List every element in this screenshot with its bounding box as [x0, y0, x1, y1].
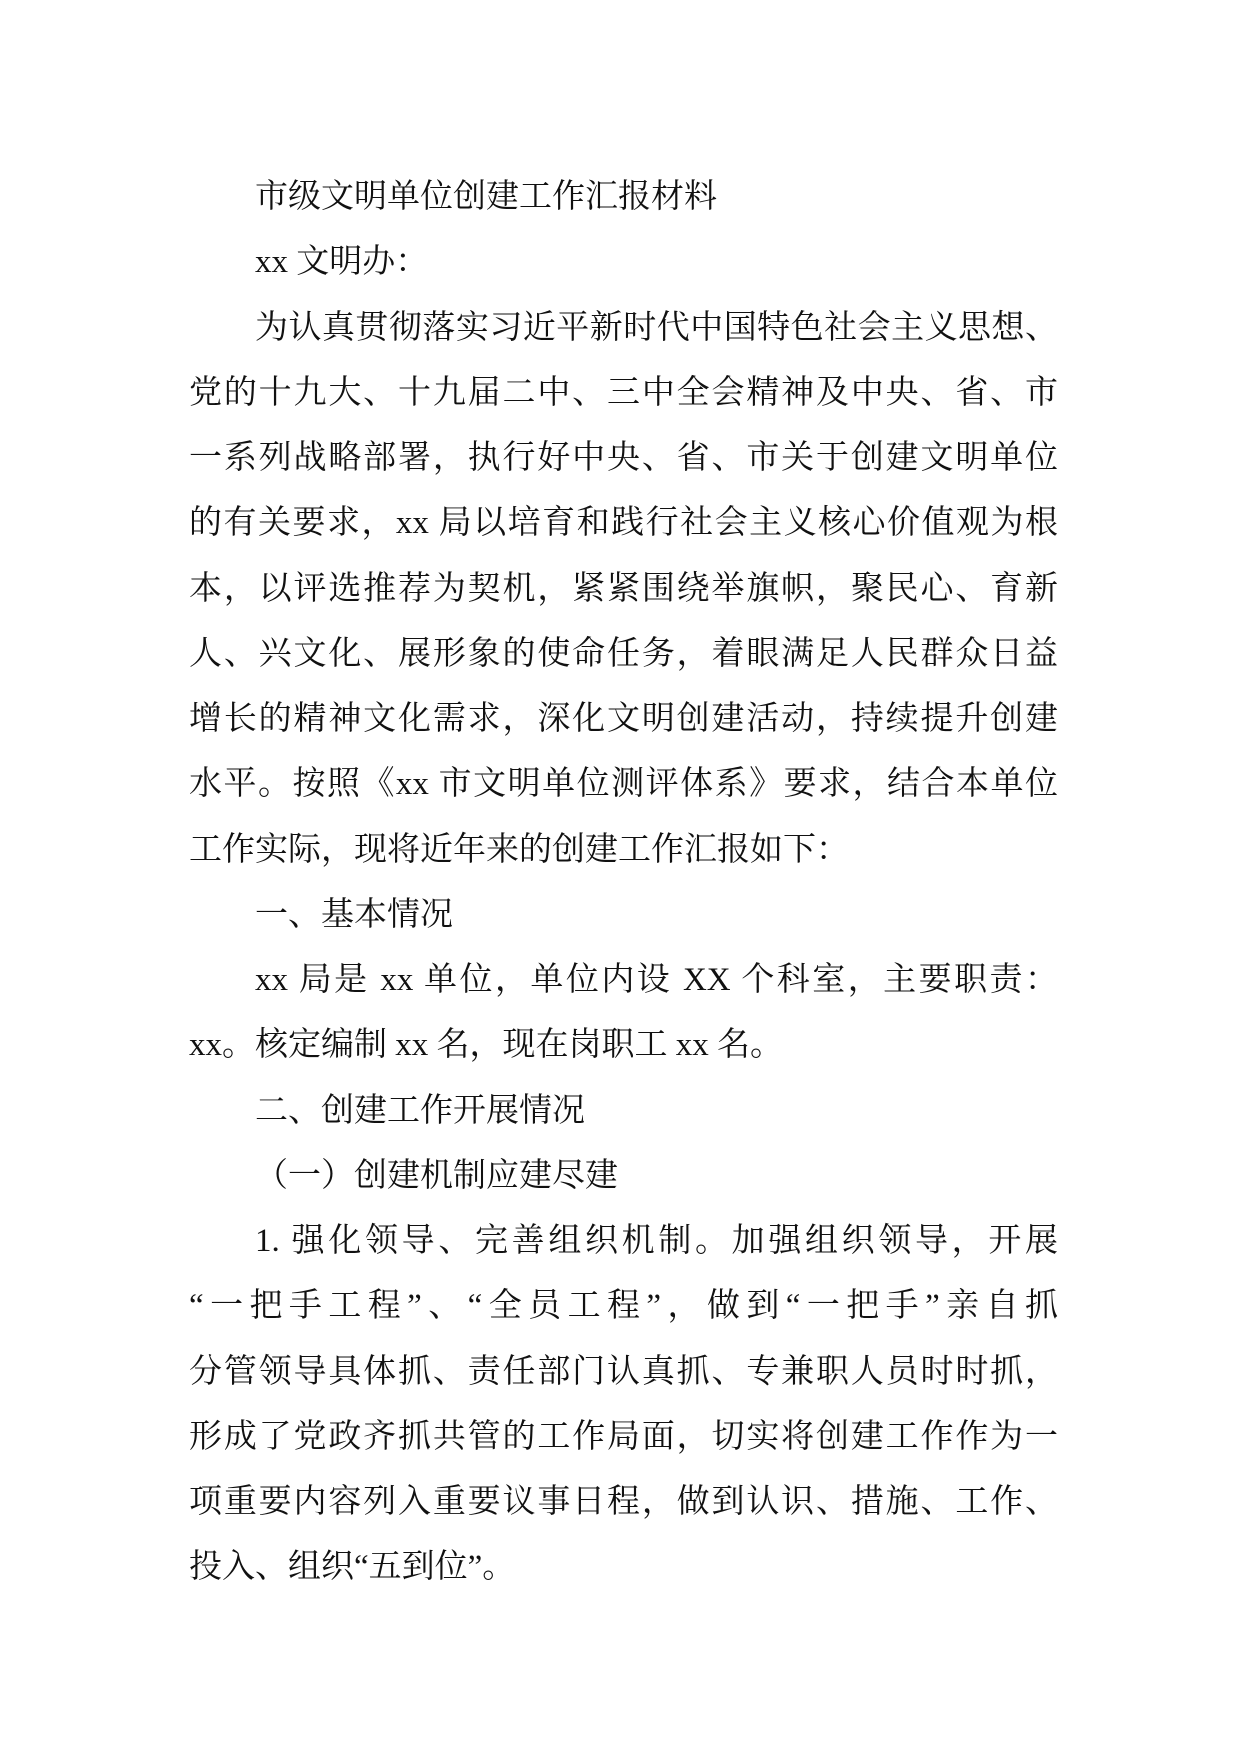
section-heading-work-progress: 二、创建工作开展情况 — [255, 1092, 585, 1129]
paragraph-line: 党的十九大、十九届二中、三中全会精神及中央、省、市 — [189, 374, 1058, 411]
document-title: 市级文明单位创建工作汇报材料 — [255, 179, 717, 215]
section-heading-basic-info: 一、基本情况 — [255, 896, 453, 933]
paragraph-line: 本，以评选推荐为契机，紧紧围绕举旗帜，聚民心、育新 — [189, 570, 1058, 607]
paragraph-line: 增长的精神文化需求，深化文明创建活动，持续提升创建 — [189, 701, 1058, 737]
paragraph-line: xx 局是 xx 单位，单位内设 XX 个科室，主要职责： — [255, 962, 1058, 998]
paragraph-line: 投入、组织“五到位”。 — [189, 1549, 516, 1586]
paragraph-line: 水平。按照《xx 市文明单位测评体系》要求，结合本单位 — [189, 766, 1058, 803]
paragraph-line: 分管领导具体抓、责任部门认真抓、专兼职人员时时抓， — [189, 1353, 1058, 1390]
paragraph-line: xx。核定编制 xx 名，现在岗职工 xx 名。 — [189, 1027, 783, 1064]
paragraph-line: 形成了党政齐抓共管的工作局面，切实将创建工作作为一 — [189, 1418, 1058, 1455]
document-body — [189, 165, 1058, 1601]
basic-info-paragraph — [189, 948, 1058, 1079]
paragraph-line: 1. 强化领导、完善组织机制。加强组织领导，开展 — [255, 1223, 1058, 1259]
paragraph-line: 项重要内容列入重要议事日程，做到认识、措施、工作、 — [189, 1484, 1058, 1520]
paragraph-line: 的有关要求，xx 局以培育和践行社会主义核心价值观为根 — [189, 505, 1058, 542]
paragraph-line: 一系列战略部署，执行好中央、省、市关于创建文明单位 — [189, 440, 1058, 476]
paragraph-line: “一把手工程”、“全员工程”，做到“一把手”亲自抓 — [189, 1288, 1058, 1325]
intro-paragraph — [189, 296, 1058, 883]
item-1-paragraph — [189, 1209, 1058, 1601]
subsection-heading-mechanism: （一）创建机制应建尽建 — [255, 1157, 618, 1194]
paragraph-line: 为认真贯彻落实习近平新时代中国特色社会主义思想、 — [255, 309, 1058, 346]
paragraph-line: 人、兴文化、展形象的使命任务，着眼满足人民群众日益 — [189, 635, 1058, 672]
salutation: xx 文明办： — [255, 244, 429, 281]
paragraph-line: 工作实际，现将近年来的创建工作汇报如下： — [189, 831, 849, 868]
